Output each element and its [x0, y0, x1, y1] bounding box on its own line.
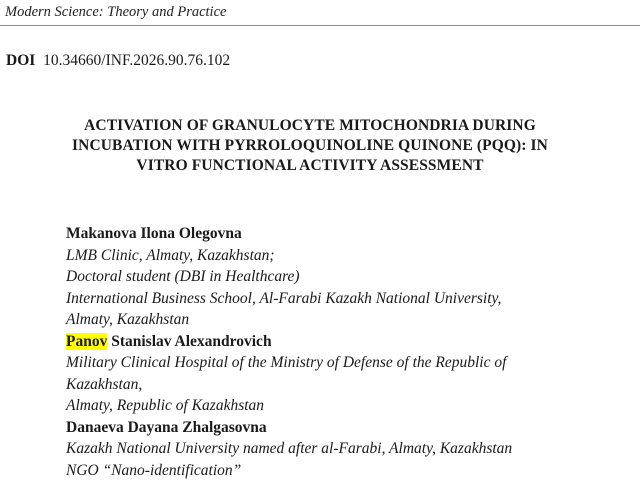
- author-affiliation: International Business School, Al-Farabi Kazakh National University,: [66, 289, 502, 307]
- author-list: [66, 223, 636, 481]
- highlighted-surname: Panov: [66, 332, 108, 350]
- title-line: INCUBATION WITH PYRROLOQUINOLINE QUINONE (PQQ): IN: [72, 137, 548, 154]
- author-name: Makanova Ilona Olegovna: [66, 225, 242, 242]
- author-affiliation: Kazakhstan,: [66, 375, 143, 393]
- author-name: Danaeva Dayana Zhalgasovna: [66, 418, 267, 436]
- author-affiliation: Military Clinical Hospital of the Ministry of Defense of the Republic of: [66, 354, 507, 371]
- author-name: [66, 331, 636, 353]
- title-line: VITRO FUNCTIONAL ACTIVITY ASSESSMENT: [136, 157, 484, 174]
- doi-label: DOI: [6, 52, 36, 69]
- author-affiliation: LMB Clinic, Almaty, Kazakhstan;: [66, 246, 275, 264]
- article-title: [0, 116, 620, 176]
- doi-line: [6, 52, 230, 70]
- author-affiliation: Almaty, Kazakhstan: [66, 311, 190, 328]
- doi-value[interactable]: 10.34660/INF.2026.90.76.102: [43, 52, 231, 69]
- journal-title: Modern Science: Theory and Practice: [5, 4, 227, 20]
- author-name-rest: Stanislav Alexandrovich: [111, 332, 272, 350]
- author-affiliation: Kazakh National University named after al-Farabi, Almaty, Kazakhstan: [66, 440, 513, 457]
- author-affiliation: Doctoral student (DBI in Healthcare): [66, 268, 300, 285]
- title-line: ACTIVATION OF GRANULOCYTE MITOCHONDRIA DURING: [84, 117, 536, 134]
- author-affiliation: Almaty, Republic of Kazakhstan: [66, 397, 265, 414]
- author-affiliation: NGO “Nano-identification”: [66, 461, 242, 479]
- header-divider: [0, 25, 640, 26]
